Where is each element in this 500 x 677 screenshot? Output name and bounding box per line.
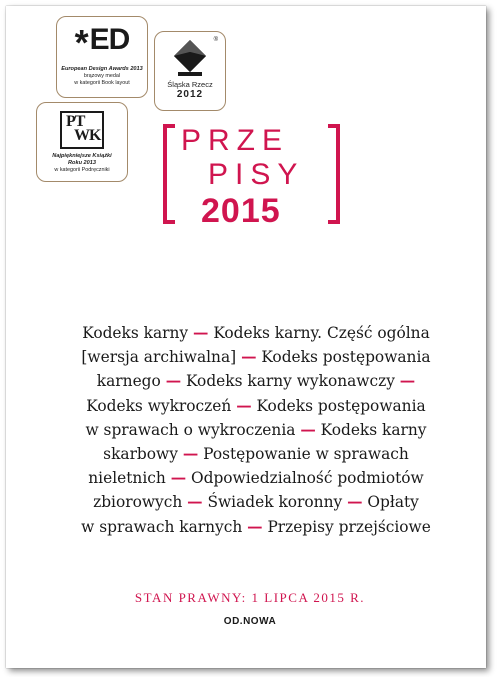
contents-line: skarbowy — Postępowanie w sprawach: [103, 445, 409, 464]
award-slaska-year: 2012: [176, 89, 204, 100]
asterisk-icon: *: [74, 22, 88, 63]
publisher-name: OD.NOWA: [223, 616, 277, 627]
award-ptwk-title2: Roku 2013: [68, 160, 96, 166]
award-slaska-name: Śląska Rzecz: [167, 80, 213, 89]
contents-line: Kodeks karny — Kodeks karny. Część ogólna: [82, 324, 430, 342]
book-title: [181, 124, 321, 230]
contents-line: [wersja archiwalna] — Kodeks postępowania: [81, 348, 431, 367]
right-bracket: [328, 124, 340, 224]
award-ed-title: European Design Awards 2013: [61, 66, 143, 72]
contents-list: [66, 321, 446, 539]
contents-line: karnego — Kodeks karny wykonawczy —: [96, 372, 416, 391]
contents-line: zbiorowych — Świadek koronny — Opłaty: [93, 493, 419, 512]
contents-line: Kodeks wykroczeń — Kodeks postępowania: [86, 396, 426, 415]
contents-line: nieletnich — Odpowiedzialność podmiotów: [88, 469, 424, 488]
award-slaska-rzecz: [154, 31, 226, 111]
diamond-logo-icon: [170, 38, 210, 78]
title-line-1: PRZE: [181, 124, 290, 157]
left-bracket: [163, 124, 175, 224]
ed-logo: *ED: [74, 22, 130, 63]
contents-line: w sprawach karnych — Przepisy przejściowe: [81, 517, 431, 536]
ptwk-logo: PT WK: [60, 111, 104, 149]
award-european-design: [56, 16, 148, 98]
title-year: 2015: [201, 192, 281, 230]
registered-mark: ®: [213, 37, 218, 43]
award-ptwk: [36, 102, 128, 182]
award-ed-line3: w kategorii Book layout: [74, 80, 130, 86]
book-cover: [6, 6, 486, 668]
award-ed-line2: brązowy medal: [83, 73, 121, 79]
award-ptwk-title1: Najpiękniejsze Książki: [52, 153, 112, 159]
award-ptwk-line3: w kategorii Podręczniki: [54, 167, 110, 173]
title-line-2: PISY: [208, 158, 305, 191]
contents-line: w sprawach o wykroczenia — Kodeks karny: [85, 420, 427, 439]
legal-status: STAN PRAWNY: 1 LIPCA 2015 R.: [134, 590, 366, 605]
